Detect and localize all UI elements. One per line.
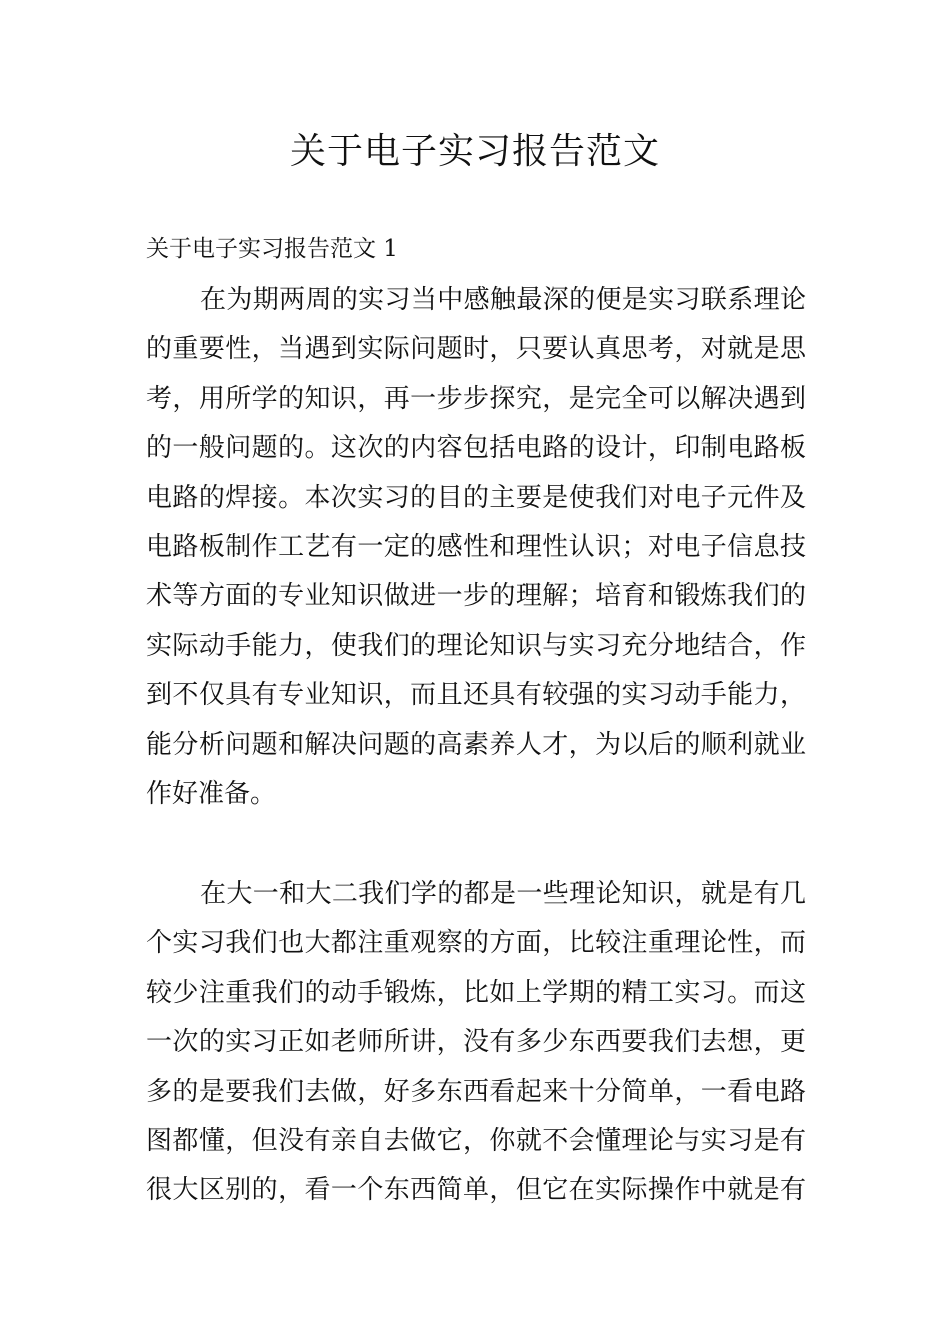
- paragraph-line: 术等方面的专业知识做进一步的理解；培育和锻炼我们的: [146, 581, 806, 612]
- paragraph-line: 较少注重我们的动手锻炼，比如上学期的精工实习。而这: [146, 977, 806, 1008]
- paragraph-line: 的一般问题的。这次的内容包括电路的设计，印制电路板: [146, 433, 806, 464]
- paragraph-1: [146, 276, 806, 819]
- paragraph-line: 能分析问题和解决问题的高素养人才，为以后的顺利就业: [146, 729, 806, 760]
- paragraph-line: 到不仅具有专业知识，而且还具有较强的实习动手能力，: [146, 680, 806, 711]
- paragraph-line: 作好准备。: [146, 778, 277, 809]
- document-title: 关于电子实习报告范文: [289, 131, 660, 172]
- paragraph-line: 实际动手能力，使我们的理论知识与实习充分地结合，作: [146, 630, 806, 661]
- section-heading: 关于电子实习报告范文 1: [146, 236, 398, 262]
- paragraph-line: 一次的实习正如老师所讲，没有多少东西要我们去想，更: [146, 1027, 806, 1058]
- paragraph-line: 多的是要我们去做，好多东西看起来十分简单，一看电路: [146, 1076, 806, 1107]
- paragraph-line: 很大区别的，看一个东西简单，但它在实际操作中就是有: [146, 1175, 806, 1206]
- paragraph-line: 电路板制作工艺有一定的感性和理性认识；对电子信息技: [146, 531, 806, 562]
- paragraph-line: 的重要性，当遇到实际问题时，只要认真思考，对就是思: [146, 334, 806, 365]
- paragraph-2: [146, 870, 806, 1216]
- paragraph-line: 在为期两周的实习当中感触最深的便是实习联系理论: [200, 285, 806, 315]
- paragraph-line: 个实习我们也大都注重观察的方面，比较注重理论性，而: [146, 928, 806, 959]
- paragraph-line: 图都懂，但没有亲自去做它，你就不会懂理论与实习是有: [146, 1125, 806, 1156]
- paragraph-line: 在大一和大二我们学的都是一些理论知识，就是有几: [200, 879, 806, 909]
- paragraph-line: 电路的焊接。本次实习的目的主要是使我们对电子元件及: [146, 482, 806, 513]
- paragraph-line: 考，用所学的知识，再一步步探究，是完全可以解决遇到: [146, 383, 806, 414]
